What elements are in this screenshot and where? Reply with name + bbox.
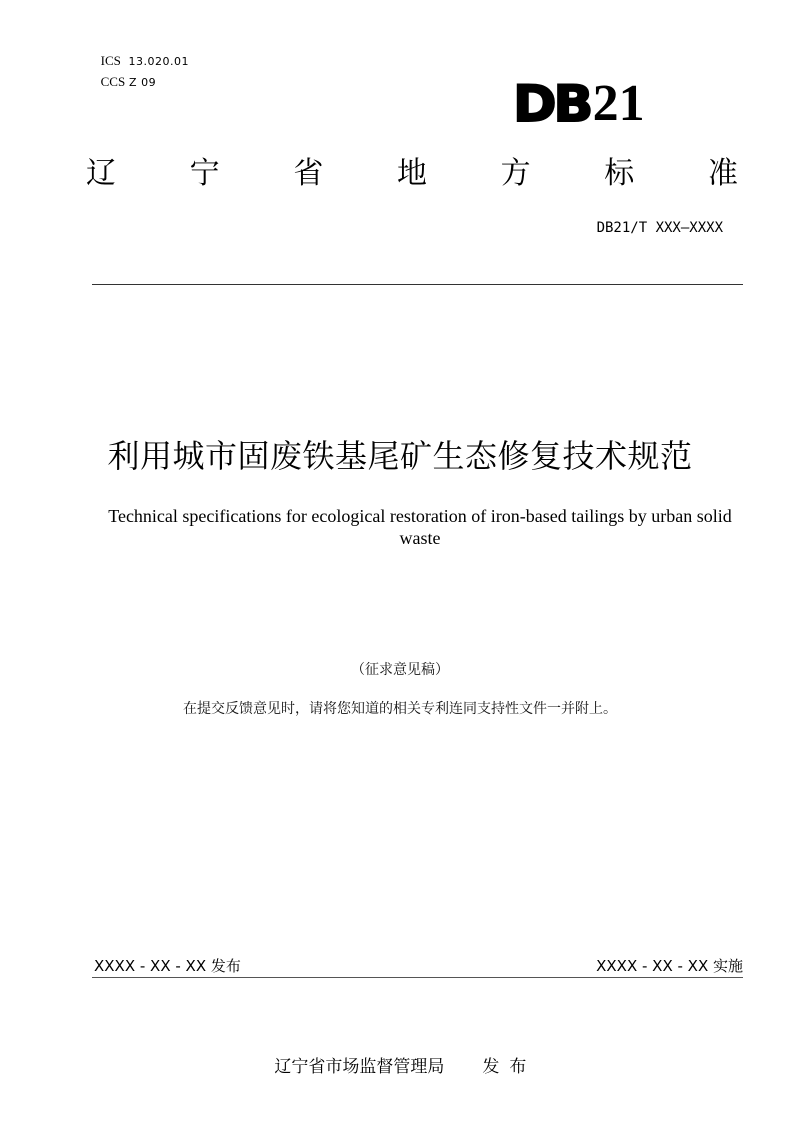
document-title-chinese: 利用城市固废铁基尾矿生态修复技术规范 — [107, 437, 693, 475]
header-divider — [92, 284, 743, 285]
title-char: 省 — [293, 156, 324, 191]
ics-value: 13.020.01 — [128, 55, 189, 68]
patent-notice: 在提交反馈意见时，请将您知道的相关专利连同支持性文件一并附上。 — [183, 701, 617, 717]
title-char: 辽 — [86, 156, 116, 191]
db21-logo — [513, 75, 645, 133]
standard-number: DB21/T XXX—XXXX — [596, 220, 723, 236]
title-char: 标 — [604, 156, 635, 191]
logo-number: 21 — [592, 75, 645, 132]
publisher-line — [0, 1034, 800, 1078]
title-char: 准 — [707, 156, 738, 191]
draft-status-label: （征求意见稿） — [351, 662, 449, 678]
implementation-date: XXXX - XX - XX 实施 — [596, 957, 743, 975]
issue-date: XXXX - XX - XX 发布 — [94, 957, 241, 975]
ccs-label: CCS — [100, 74, 126, 89]
issuer-action: 发布 — [482, 1057, 537, 1077]
document-title-english: Technical specifications for ecological restoration of iron-based tailings by urban solid waste — [108, 506, 732, 548]
footer-divider — [92, 977, 743, 978]
title-char: 宁 — [189, 156, 220, 191]
title-char: 地 — [396, 156, 427, 191]
issuing-authority: 辽宁省市场监督管理局 — [274, 1057, 445, 1077]
provincial-standard-title — [86, 155, 738, 193]
title-char: 方 — [500, 156, 531, 191]
ccs-code — [93, 61, 156, 90]
ics-label: ICS — [100, 53, 121, 68]
ccs-value: Z 09 — [129, 76, 157, 89]
logo-prefix: DB — [513, 75, 591, 133]
